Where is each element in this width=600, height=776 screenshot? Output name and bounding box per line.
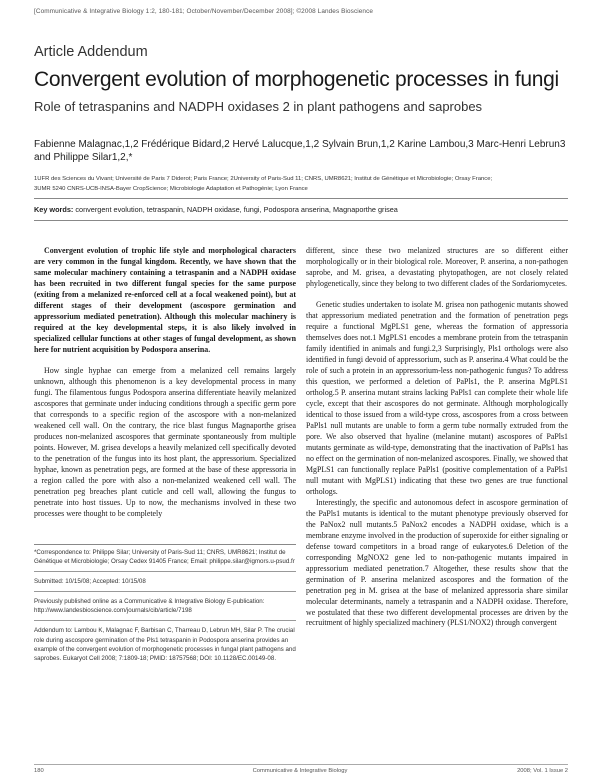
affiliations — [34, 174, 568, 194]
body-paragraph: Interestingly, the specific and autonomous defect in ascospore germination of the PaPls1 mutants is identical to the mutant phenotype previously observed for the PaNox2 null mutants.5 PaNox2 encodes a NADPH oxidase, which is a membrane enzyme involved in the production of superoxide for either signaling or defense toward competitors in a broad range of eukaryotes.6 Deletion of the corresponding MgNOX2 gene led to non-pathogenic mutants impaired in appressorium mediated penetration.7 Altogether, these results show that the germination of P. anserina melanized ascospores and the formation of the penetration peg in M. grisea at the base of melanized appressoria share similar molecular determinants, namely a tetraspanin and a NADPH oxidase. Therefore, we postulated that these two different developmental processes are driven by the recruitment of highly specialized machinery (PLS1/NOX2) through convergent — [306, 497, 568, 628]
divider — [34, 220, 568, 221]
body-paragraph: Genetic studies undertaken to isolate M. grisea non pathogenic mutants showed that appressorium mediated penetration and the formation of penetration pegs require a functional MgPLS1 gene, whereas the formation of appressoria themselves does not.1 MgPLS1 encodes a membrane protein from the tetraspanin family identified in animals and fungi.2,3 Surprisingly, Pls1 orthologs were also identified in fungi devoid of appressorium, such as P. anserina.4 What could be the role of such a protein in an appressorium-less non-pathogenic fungus? To address this question, we performed a deletion of PaPls1, the P. anserina MgPLS1 ortholog.5 P. anserina mutant strains lacking PaPls1 can complete their whole life cycle, except that their ascospores do not germinate. Although morphologically identical to those issued from a wild-type cross, ascospores from a cross between PaPls1 null mutants are unable to form a germ tube normally extruded from the pore. We also observed that hyaline (melanine mutant) ascospores of PaPls1 mutants germinate as wild-type, demonstrating that the inactivation of PaPls1 has no effect on the germination of non-melanized ascospores. Finally, we showed that MgPLS1 can functionally replace PaPls1 (positive complementation of a PaPls1 null mutant with MgPLS1) indicating that these two genes are true functional orthologs. — [306, 299, 568, 496]
article-subtitle: Role of tetraspanins and NADPH oxidases 2 in plant pathogens and saprobes — [34, 99, 483, 114]
article-type: Article Addendum — [34, 44, 148, 60]
article-notes — [34, 548, 296, 673]
keywords-text: convergent evolution, tetraspanin, NADPH oxidase, fungi, Podospora anserina, Magnaporthe grisea — [75, 205, 398, 214]
correspondence-note: *Correspondence to: Philippe Silar; University of Paris-Sud 11; CNRS, UMR8621; Institut de Génétique et Microbiologie; Orsay Cedex 91405 France; Email: philippe.silar@igmors.u-psud.fr — [34, 548, 296, 572]
abstract-paragraph: Convergent evolution of trophic life style and morphological characters are very common in the fungal kingdom. Recently, we have shown that the same molecular machinery containing a tetraspanin and a NADPH oxidase has been recruited in two different fungal species for the same purpose (exiting from a melanized re-enforced cell at a focal weakened point), but at different stages of their development (ascospore germination and appressorium mediated penetration). Although this molecular machinery is required at the key developmental steps, it is also likely involved in specialized cellular functions at other stages of fungal development, as shown here for nutrient acquisition by Podospora anserina. — [34, 246, 296, 354]
divider — [34, 198, 568, 199]
footer-divider — [34, 764, 568, 765]
keywords — [34, 205, 568, 214]
body-paragraph: different, since these two melanized structures are so different either morphologically or in their biological role. Moreover, P. anserina, a non-pathogen saprobe, and M. grisea, a devastating phytopathogen, are not closely related phylogenetically, since they belong to two different clades of the Sordariomycetes. — [306, 246, 568, 288]
footer-issue: 2008; Vol. 1 Issue 2 — [517, 768, 568, 774]
body-column-left — [34, 246, 296, 530]
affiliation-line: 1UFR des Sciences du Vivant; Université de Paris 7 Diderot; Paris France; 2University of Paris-Sud 11; CNRS, UMR8621; Institut de Génétique et Microbiologie; Orsay France; — [34, 176, 493, 182]
notes-divider — [34, 544, 296, 545]
keywords-label: Key words: — [34, 205, 74, 214]
body-column-right — [306, 246, 568, 639]
epublication-note: Previously published online as a Communicative & Integrative Biology E-publication: http://www.landesbioscience.com/journals/cib/article/7198 — [34, 597, 296, 621]
footer-journal: Communicative & Integrative Biology — [252, 768, 348, 774]
addendum-reference: Addendum to: Lambou K, Malagnac F, Barbisan C, Tharreau D, Lebrun MH, Silar P. The crucial role during ascospore germination of the Pls1 tetraspanin in Podospora anserina provides an example of the convergent evolution of morphogenetic processes in fungal plant pathogens and saprobes. Eukaryot Cell 2008; 7:1809-18; PMID: 18757568; DOI: 10.1128/EC.00149-08. — [34, 627, 296, 662]
body-paragraph: How single hyphae can emerge from a melanized cell remains largely unknown, although this phenomenon is a key developmental process in many fungi. The filamentous fungus Podospora anserina differentiate heavily melanized ascospores that germinate under inducing conditions through a specific germ pore that corresponds to a specific region of the ascospore with a non-melanized weakened cell wall. On the contrary, the rice blast fungus Magnaporthe grisea produces non-melanized ascospores that germinate spontaneously from multiple points. However, M. grisea develops a heavily melanized cell specifically devoted to the penetration of the fungus into its host plant, the appressorium. Specialized hyphae, known as penetration pegs, are formed at the base of these appressoria in a region called the pore with also a non-melanized weakened cell wall. The penetration peg breaches plant cuticle and cell wall, allowing the fungus to penetrate into host tissues. Up to now, the mechanisms involved in these two processes were thought to be completely — [34, 365, 296, 518]
authors-line: Fabienne Malagnac,1,2 Frédérique Bidard,2 Hervé Lalucque,1,2 Sylvain Brun,1,2 Karine Lambou,3 Marc-Henri Lebrun3 and Philippe Silar1,2,* — [34, 139, 566, 163]
article-title: Convergent evolution of morphogenetic processes in fungi — [34, 68, 559, 91]
author-list — [34, 139, 568, 164]
affiliation-line: 3UMR 5240 CNRS-UCB-INSA-Bayer CropScience; Microbiologie Adaptation et Pathogénie; Lyon France — [34, 186, 308, 192]
page-number: 180 — [34, 768, 44, 774]
header-citation: [Communicative & Integrative Biology 1:2, 180-181; October/November/December 2008]; ©2008 Landes Bioscience — [34, 8, 374, 15]
submission-dates: Submitted: 10/15/08; Accepted: 10/15/08 — [34, 577, 296, 592]
